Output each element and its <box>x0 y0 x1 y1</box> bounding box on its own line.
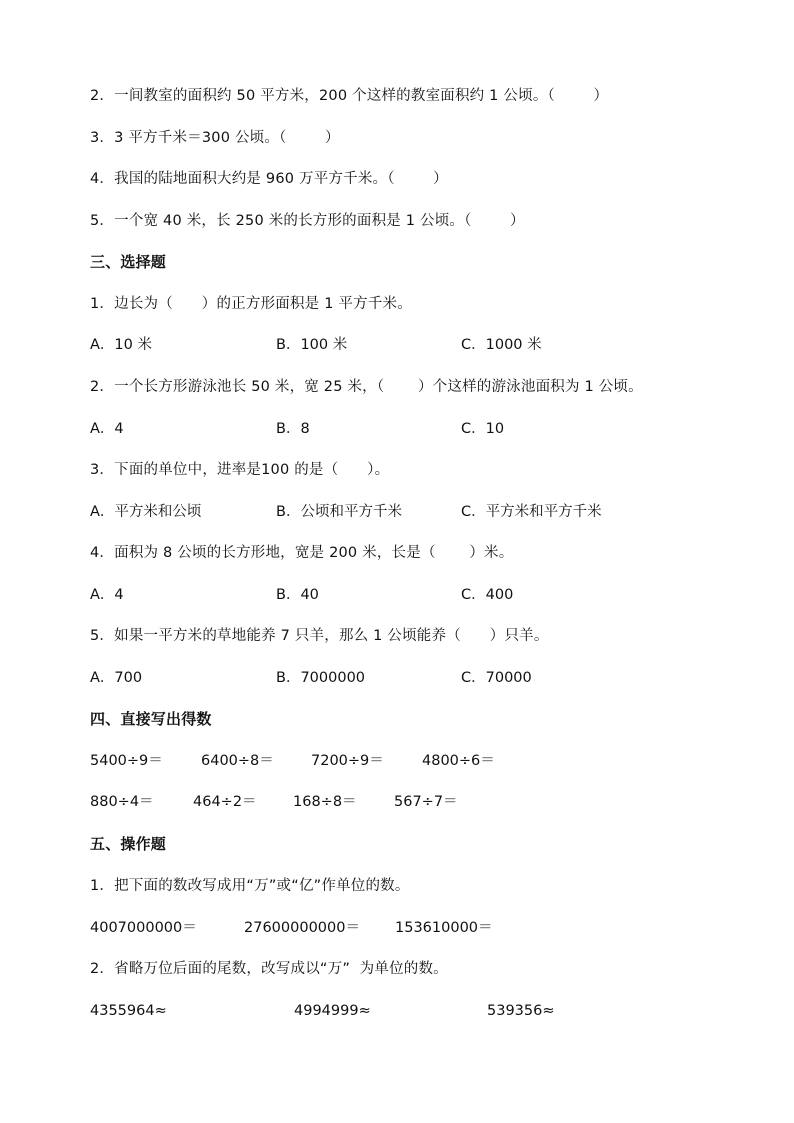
section-heading-operation: 五、操作题 <box>90 835 167 853</box>
choice-3-option-b: B．公顷和平方千米 <box>276 504 402 520</box>
mental-math-item: 464÷2＝ <box>193 794 257 810</box>
mental-math-item: 880÷4＝ <box>90 794 154 810</box>
choice-1-option-b: B．100 米 <box>276 337 348 353</box>
round-number-item: 4355964≈ <box>90 1003 167 1019</box>
choice-5-option-c: C．70000 <box>461 670 532 686</box>
section-heading-mental-math: 四、直接写出得数 <box>90 710 212 728</box>
operation-question-2: 2．省略万位后面的尾数，改写成以“万” 为单位的数。 <box>90 961 448 977</box>
choice-4-option-a: A．4 <box>90 587 124 603</box>
rewrite-number-item: 4007000000＝ <box>90 920 197 936</box>
choice-5-option-a: A．700 <box>90 670 143 686</box>
choice-2-option-b: B．8 <box>276 421 310 437</box>
choice-3-option-c: C．平方米和平方千米 <box>461 504 602 520</box>
round-number-item: 539356≈ <box>487 1003 555 1019</box>
mental-math-item: 5400÷9＝ <box>90 753 163 769</box>
section-heading-choice: 三、选择题 <box>90 253 167 271</box>
mental-math-item: 567÷7＝ <box>394 794 458 810</box>
operation-question-1: 1．把下面的数改写成用“万”或“亿”作单位的数。 <box>90 878 410 894</box>
mental-math-item: 4800÷6＝ <box>422 753 495 769</box>
choice-1-option-a: A．10 米 <box>90 337 152 353</box>
mental-math-item: 6400÷8＝ <box>201 753 274 769</box>
choice-3-option-a: A．平方米和公顷 <box>90 504 202 520</box>
choice-question-2: 2．一个长方形游泳池长 50 米，宽 25 米，（ ）个这样的游泳池面积为 1 公顷。 <box>90 379 643 395</box>
choice-question-1: 1．边长为（ ）的正方形面积是 1 平方千米。 <box>90 296 412 312</box>
choice-2-option-c: C．10 <box>461 421 505 437</box>
choice-5-option-b: B．7000000 <box>276 670 366 686</box>
choice-question-3: 3．下面的单位中，进率是100 的是（ ）。 <box>90 462 390 478</box>
judgement-item-3: 3．3 平方千米＝300 公顷。（ ） <box>90 130 340 146</box>
choice-1-option-c: C．1000 米 <box>461 337 542 353</box>
rewrite-number-item: 27600000000＝ <box>244 920 360 936</box>
choice-question-5: 5．如果一平方米的草地能养 7 只羊，那么 1 公顷能养（ ）只羊。 <box>90 628 549 644</box>
rewrite-number-item: 153610000＝ <box>395 920 493 936</box>
choice-2-option-a: A．4 <box>90 421 124 437</box>
choice-4-option-b: B．40 <box>276 587 319 603</box>
judgement-item-2: 2．一间教室的面积约 50 平方米，200 个这样的教室面积约 1 公顷。（ ） <box>90 88 609 104</box>
mental-math-item: 168÷8＝ <box>293 794 357 810</box>
judgement-item-5: 5．一个宽 40 米，长 250 米的长方形的面积是 1 公顷。（ ） <box>90 213 525 229</box>
choice-question-4: 4．面积为 8 公顷的长方形地，宽是 200 米，长是（ ）米。 <box>90 545 514 561</box>
judgement-item-4: 4．我国的陆地面积大约是 960 万平方千米。（ ） <box>90 171 448 187</box>
mental-math-item: 7200÷9＝ <box>311 753 384 769</box>
choice-4-option-c: C．400 <box>461 587 514 603</box>
round-number-item: 4994999≈ <box>294 1003 371 1019</box>
